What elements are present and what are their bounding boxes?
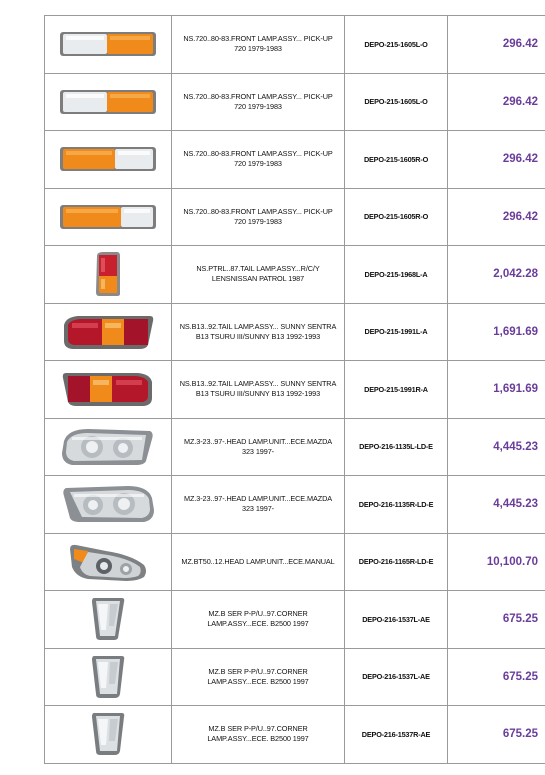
corner-lamp-icon bbox=[88, 654, 128, 700]
product-description: NS.PTRL..87.TAIL LAMP.ASSY...R/C/Y LENSNISSAN PATROL 1987 bbox=[172, 246, 345, 304]
product-code: DEPO-215-1605R-O bbox=[345, 131, 448, 189]
product-price: 2,042.28 bbox=[448, 246, 545, 304]
table-row bbox=[45, 131, 545, 189]
product-code: DEPO-215-1968L-A bbox=[345, 246, 448, 304]
front-lamp-clear-amber-icon bbox=[58, 29, 158, 59]
corner-lamp-icon bbox=[88, 711, 128, 757]
product-code: DEPO-216-1537L-AE bbox=[345, 648, 448, 706]
product-image-cell bbox=[45, 648, 172, 706]
product-code: DEPO-215-1991L-A bbox=[345, 303, 448, 361]
product-image-cell bbox=[45, 706, 172, 764]
product-price: 675.25 bbox=[448, 648, 545, 706]
product-description: MZ.3-23..97-.HEAD LAMP.UNIT...ECE.MAZDA 323 1997- bbox=[172, 418, 345, 476]
product-code: DEPO-215-1605L-O bbox=[345, 73, 448, 131]
product-code: DEPO-216-1537L-AE bbox=[345, 591, 448, 649]
product-image-cell bbox=[45, 533, 172, 591]
table-row bbox=[45, 188, 545, 246]
projector-headlamp-icon bbox=[66, 541, 150, 583]
table-row bbox=[45, 303, 545, 361]
front-lamp-amber-clear-icon bbox=[58, 144, 158, 174]
product-price: 1,691.69 bbox=[448, 303, 545, 361]
corner-lamp-icon bbox=[88, 596, 128, 642]
product-price: 675.25 bbox=[448, 706, 545, 764]
sedan-tail-lamp-left-icon bbox=[60, 311, 156, 353]
product-description: NS.720..80-83.FRONT LAMP.ASSY... PICK-UP 720 1979-1983 bbox=[172, 188, 345, 246]
product-description: NS.720..80-83.FRONT LAMP.ASSY... PICK-UP 720 1979-1983 bbox=[172, 73, 345, 131]
table-row bbox=[45, 533, 545, 591]
product-code: DEPO-216-1135R-LD-E bbox=[345, 476, 448, 534]
product-description: MZ.B SER P-P/U..97.CORNER LAMP.ASSY...ECE. B2500 1997 bbox=[172, 648, 345, 706]
product-code: DEPO-215-1605R-O bbox=[345, 188, 448, 246]
product-description: MZ.BT50..12.HEAD LAMP.UNIT...ECE.MANUAL bbox=[172, 533, 345, 591]
product-image-cell bbox=[45, 361, 172, 419]
sedan-tail-lamp-right-icon bbox=[60, 368, 156, 410]
product-image-cell bbox=[45, 246, 172, 304]
product-image-cell bbox=[45, 303, 172, 361]
product-price: 296.42 bbox=[448, 73, 545, 131]
product-description: MZ.3-23..97-.HEAD LAMP.UNIT...ECE.MAZDA 323 1997- bbox=[172, 476, 345, 534]
product-table bbox=[44, 15, 545, 764]
chrome-headlamp-right-icon bbox=[58, 482, 158, 526]
product-description: NS.B13..92.TAIL LAMP.ASSY... SUNNY SENTRA B13 TSURU III/SUNNY B13 1992-1993 bbox=[172, 303, 345, 361]
product-code: DEPO-215-1605L-O bbox=[345, 16, 448, 74]
product-price: 1,691.69 bbox=[448, 361, 545, 419]
product-price: 675.25 bbox=[448, 591, 545, 649]
product-code: DEPO-216-1165R-LD-E bbox=[345, 533, 448, 591]
product-code: DEPO-216-1537R-AE bbox=[345, 706, 448, 764]
table-row bbox=[45, 591, 545, 649]
product-image-cell bbox=[45, 188, 172, 246]
product-price: 4,445.23 bbox=[448, 476, 545, 534]
product-description: NS.B13..92.TAIL LAMP.ASSY... SUNNY SENTRA B13 TSURU III/SUNNY B13 1992-1993 bbox=[172, 361, 345, 419]
product-description: MZ.B SER P-P/U..97.CORNER LAMP.ASSY...ECE. B2500 1997 bbox=[172, 591, 345, 649]
table-row bbox=[45, 706, 545, 764]
front-lamp-amber-clear-icon bbox=[58, 202, 158, 232]
table-row bbox=[45, 476, 545, 534]
table-row bbox=[45, 418, 545, 476]
product-image-cell bbox=[45, 16, 172, 74]
product-image-cell bbox=[45, 476, 172, 534]
product-code: DEPO-215-1991R-A bbox=[345, 361, 448, 419]
table-row bbox=[45, 361, 545, 419]
product-image-cell bbox=[45, 131, 172, 189]
table-row bbox=[45, 648, 545, 706]
product-price: 10,100.70 bbox=[448, 533, 545, 591]
product-price: 296.42 bbox=[448, 131, 545, 189]
product-image-cell bbox=[45, 418, 172, 476]
front-lamp-clear-amber-icon bbox=[58, 87, 158, 117]
vertical-tail-lamp-icon bbox=[93, 250, 123, 298]
table-row bbox=[45, 16, 545, 74]
chrome-headlamp-left-icon bbox=[58, 425, 158, 469]
product-description: NS.720..80-83.FRONT LAMP.ASSY... PICK-UP 720 1979-1983 bbox=[172, 16, 345, 74]
table-row bbox=[45, 246, 545, 304]
product-price: 4,445.23 bbox=[448, 418, 545, 476]
table-row bbox=[45, 73, 545, 131]
product-description: NS.720..80-83.FRONT LAMP.ASSY... PICK-UP 720 1979-1983 bbox=[172, 131, 345, 189]
product-price: 296.42 bbox=[448, 16, 545, 74]
product-price: 296.42 bbox=[448, 188, 545, 246]
product-image-cell bbox=[45, 591, 172, 649]
product-description: MZ.B SER P-P/U..97.CORNER LAMP.ASSY...ECE. B2500 1997 bbox=[172, 706, 345, 764]
product-image-cell bbox=[45, 73, 172, 131]
product-code: DEPO-216-1135L-LD-E bbox=[345, 418, 448, 476]
